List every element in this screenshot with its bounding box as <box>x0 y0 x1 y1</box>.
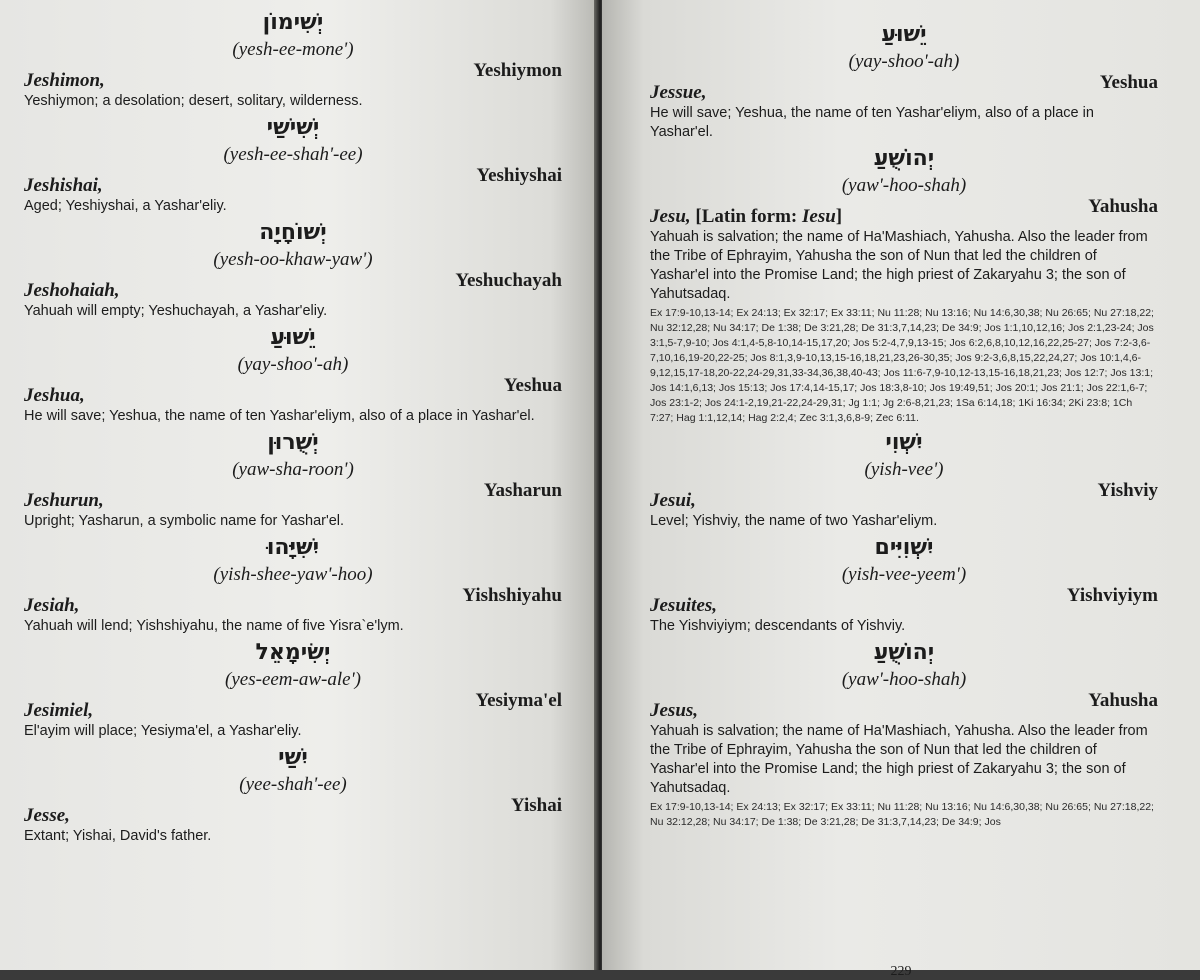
pronunciation: (yes-eem-aw-ale') <box>225 669 361 690</box>
scripture-references: Ex 17:9-10,13-14; Ex 24:13; Ex 32:17; Ex 33:11; Nu 11:28; Nu 13:16; Nu 14:6,30,38; Nu 26:65; Nu 27:18,22; Nu 32:12,28; Nu 34:17; De 1:38; De 3:21,28; De 31:3,7,14,23; De 34:9; Jos <box>650 801 1154 828</box>
entry-heading <box>24 375 562 407</box>
hebrew-word: יְשִׂימָאֵל <box>255 640 331 665</box>
dictionary-entry <box>24 743 562 846</box>
hebrew-word: יְשֻׁרוּן <box>267 430 319 455</box>
pronunciation: (yish-shee-yaw'-hoo) <box>213 564 373 585</box>
pronunciation: (yaw-sha-roon') <box>232 459 354 480</box>
hebrew-word: יִשְׁוִיִּים <box>874 535 934 560</box>
transliteration: Yesiyma'el <box>475 690 562 711</box>
pronunciation: (yaw'-hoo-shah) <box>841 669 967 690</box>
definition: He will save; Yeshua, the name of ten Yashar'eliym, also of a place in Yashar'el. <box>650 105 1094 140</box>
pronunciation: (yesh-ee-shah'-ee) <box>223 144 363 165</box>
entry-term <box>24 385 85 407</box>
definition: Yeshiymon; a desolation; desert, solitary, wilderness. <box>24 93 363 109</box>
dictionary-entry <box>24 218 562 321</box>
entry-term-text: Jesui, <box>650 490 696 511</box>
hebrew-word: יֵשׁוּעַ <box>881 22 927 47</box>
entry-term <box>24 490 104 512</box>
hebrew-word: יְשׁוֹחָיָה <box>259 220 327 245</box>
definition: He will save; Yeshua, the name of ten Yashar'eliym, also of a place in Yashar'el. <box>24 408 535 424</box>
entry-term-text: Jesse, <box>24 805 70 826</box>
pronunciation: (yesh-ee-mone') <box>232 39 354 60</box>
pronunciation: (yee-shah'-ee) <box>239 774 347 795</box>
entry-term-text: Jeshurun, <box>24 490 104 511</box>
pronunciation: (yay-shoo'-ah) <box>237 354 349 375</box>
entry-term <box>24 70 105 92</box>
scripture-references: Ex 17:9-10,13-14; Ex 24:13; Ex 32:17; Ex 33:11; Nu 11:28; Nu 13:16; Nu 14:6,30,38; Nu 26:65; Nu 27:18,22; Nu 32:12,28; Nu 34:17; De 1:38; De 3:21,28; De 31:3,7,14,23; De 34:9; Jos 1:1,10,12,16; Jos 2:1,23-24; Jos 3:1,5-7,9-10; Jos 4:1,4-5,8-10,14-15,17,20; Jos 5:2-4,7,9,13-15; Jos 6:2,6,8,10,12,16,22,25-27; Jos 7:2-3,6-7,10,16,19-20,22-25; Jos 8:1,3,9-10,13,15-16,18,21,23,26-30,35; Jos 9:2-3,6,8,15,22,24,27; Jos 10:1,4,6-9,12,15,17-18,20-22,24-29,31,33-34,36,38,40-43; Jos 11:6-7,9-10,12-13,15-16,18,21,23; Jos 12:7; Jos 13:1; Jos 14:1,6,13; Jos 15:13; Jos 17:4,14-15,17; Jos 18:3,8-10; Jos 19:49,51; Jos 20:1; Jos 21:1; Jos 22:1,6-7; Jos 23:1-2; Jos 24:1-2,19,21-22,24-29,31; Jg 1:1; Jg 2:6-8,21,23; 1Sa 6:14,18; 1Ki 16:34; 2Ki 23:8; 1Ch 7:27; Hag 1:1,12,14; Hag 2:2,4; Zec 3:1,3,6,8-9; Zec 6:11. <box>650 307 1154 424</box>
hebrew-word: יִשַׁי <box>278 745 308 770</box>
hebrew-word: יְהוֹשֻׁעַ <box>873 640 935 665</box>
dictionary-entry <box>650 428 1158 531</box>
dictionary-entry <box>24 533 562 636</box>
entry-heading <box>24 480 562 512</box>
definition: Yahuah will empty; Yeshuchayah, a Yashar'eliy. <box>24 303 328 319</box>
entry-heading <box>24 270 562 302</box>
transliteration: Yeshiyshai <box>476 165 562 186</box>
definition: The Yishviyiym; descendants of Yishviy. <box>650 618 906 634</box>
dictionary-entry <box>24 113 562 216</box>
entry-term <box>650 490 696 512</box>
entry-term <box>24 700 93 722</box>
right-page <box>602 0 1200 979</box>
dictionary-entry <box>650 144 1158 426</box>
definition: Yahuah is salvation; the name of Ha'Mashiach, Yahusha. Also the leader from the Tribe of Ephrayim, Yahusha the son of Nun that led the children of Yashar'el into the Promise Land; the high priest of Zakaryahu 3; the son of Yahutsadaq. <box>650 229 1148 302</box>
dictionary-entry <box>650 20 1158 142</box>
transliteration: Yishviy <box>1097 480 1158 501</box>
transliteration: Yasharun <box>483 480 562 501</box>
entry-term-text: Jeshohaiah, <box>24 280 120 301</box>
latin-suffix: ] <box>835 206 843 227</box>
transliteration: Yeshiymon <box>473 60 562 81</box>
pronunciation: (yish-vee-yeem') <box>841 564 967 585</box>
entry-term-text: Jesus, <box>650 700 699 721</box>
dictionary-entry <box>650 638 1158 830</box>
entry-term-text: Jesimiel, <box>24 700 94 721</box>
hebrew-word: יִשִּׁיָּהוּ <box>266 535 320 560</box>
transliteration: Yishshiyahu <box>462 585 562 606</box>
definition: El'ayim will place; Yesiyma'el, a Yashar'eliy. <box>24 723 302 739</box>
entry-term-text: Jesiah, <box>24 595 80 616</box>
dictionary-entry <box>24 638 562 741</box>
entry-term-text: Jessue, <box>650 82 707 103</box>
dictionary-entry <box>24 428 562 531</box>
entry-term <box>650 700 698 722</box>
entry-term <box>24 280 120 302</box>
page-number: 229 <box>890 964 912 979</box>
pronunciation: (yesh-oo-khaw-yaw') <box>213 249 373 270</box>
hebrew-word: יִשְׁוִי <box>885 430 923 455</box>
entry-term-text: Jeshishai, <box>24 175 103 196</box>
transliteration: Yahusha <box>1088 196 1158 217</box>
entry-heading <box>650 72 1158 104</box>
entry-term <box>24 175 103 197</box>
definition: Aged; Yeshiyshai, a Yashar'eliy. <box>24 198 227 214</box>
entry-term <box>650 82 706 104</box>
entry-term-text: Jeshimon, <box>24 70 105 91</box>
transliteration: Yishai <box>510 795 562 816</box>
hebrew-word: יֵשׁוּעַ <box>270 325 316 350</box>
entry-heading <box>650 480 1158 512</box>
latin-form <box>691 206 842 227</box>
entry-term-text: Jeshua, <box>24 385 85 406</box>
transliteration: Yeshuchayah <box>455 270 562 291</box>
pronunciation: (yaw'-hoo-shah) <box>841 175 967 196</box>
dictionary-entry <box>24 8 562 111</box>
left-page <box>0 0 598 970</box>
entry-heading <box>650 690 1158 722</box>
hebrew-word: יְשִׁימוֹן <box>262 10 324 35</box>
definition: Yahuah will lend; Yishshiyahu, the name of five Yisra`e'lym. <box>24 618 404 634</box>
entry-heading <box>24 60 562 92</box>
entry-heading <box>24 795 562 827</box>
entry-term <box>24 805 70 827</box>
definition: Extant; Yishai, David's father. <box>24 828 212 844</box>
definition: Level; Yishviy, the name of two Yashar'eliym. <box>650 513 938 529</box>
pronunciation: (yish-vee') <box>864 459 944 480</box>
hebrew-word: יְהוֹשֻׁעַ <box>873 146 935 171</box>
definition: Yahuah is salvation; the name of Ha'Mashiach, Yahusha. Also the leader from the Tribe of Ephrayim, Yahusha the son of Nun that led the children of Yashar'el into the Promise Land; the high priest of Zakaryahu 3; the son of Yahutsadaq. <box>650 723 1148 796</box>
entry-term-text: Jesuites, <box>650 595 718 616</box>
entry-heading <box>650 585 1158 617</box>
transliteration: Yahusha <box>1088 690 1158 711</box>
entry-heading <box>24 690 562 722</box>
entry-term-text: Jesu, <box>650 206 691 227</box>
entry-term <box>650 595 717 617</box>
dictionary-entry <box>650 533 1158 636</box>
latin-word: Iesu <box>802 206 836 227</box>
pronunciation: (yay-shoo'-ah) <box>848 51 960 72</box>
hebrew-word: יְשִׁישַׁי <box>266 115 320 140</box>
transliteration: Yishviyiym <box>1066 585 1158 606</box>
entry-heading <box>24 585 562 617</box>
entry-heading <box>650 196 1158 228</box>
entry-heading <box>24 165 562 197</box>
latin-prefix: [Latin form: <box>695 206 802 227</box>
dictionary-entry <box>24 323 562 426</box>
entry-term <box>24 595 79 617</box>
entry-term <box>650 206 842 228</box>
definition: Upright; Yasharun, a symbolic name for Yashar'el. <box>24 513 345 529</box>
transliteration: Yeshua <box>1099 72 1158 93</box>
transliteration: Yeshua <box>503 375 562 396</box>
